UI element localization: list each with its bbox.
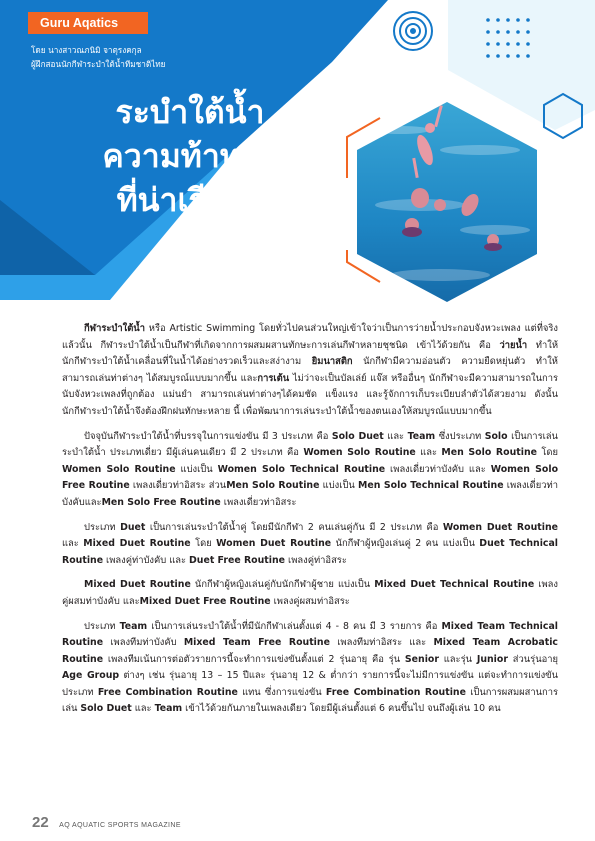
paragraph-1	[62, 321, 558, 421]
author-name: โดย นางสาวณภนิมิ จาตุรงคกุล	[31, 45, 142, 55]
bold-text-run: Men Solo Free Routine	[101, 496, 221, 508]
text-run: ปัจจุบันกีฬาระบำใต้น้ำที่บรรจุในการแข่งขัน มี 3 ประเภท คือ	[84, 430, 332, 442]
grid-dot	[486, 30, 490, 34]
grid-dot	[486, 54, 490, 58]
bold-text-run: Duet Free Routine	[189, 554, 286, 566]
text-run: เพลงทีมท่าอิสระ และ	[329, 637, 434, 649]
bold-text-run: Women Solo Routine	[62, 463, 176, 475]
text-run: และรุ่น	[438, 653, 477, 665]
text-run: เพลงทีมเน้นการต่อตัวรายการนี้จะทำการแข่งขันตั้งแต่ 2 รุ่นอายุ คือ รุ่น	[103, 653, 405, 665]
text-run: ซึ่งประเภท	[435, 430, 485, 442]
grid-dot	[516, 42, 520, 46]
text-run: ไม่ว่าจะเป็นบัลเล่ย์ แจ๊ส หรืออื่นๆ นักกีฬาจะมีความสามารถในการนับจังหวะเพลงที่ถูกต้อง แม่นยำ สามารถเล่นท่าต่างๆได้คมชัด แข็งแรง และรู้จักการเก็บระเบียบลำตัวได้สวยงาม ดังนั้น นักกีฬาระบำใต้น้ำจึงต้องฝึกฝนทักษะหลาย นี้ เพื่อพัฒนาการเล่นระบำใต้น้ำของตนเองให้สมบูรณ์แบบมากขึ้น	[62, 372, 558, 417]
text-run: เป็นการเล่นระบำใต้น้ำ ประเภทเดี่ยว มีผู้เล่นคนเดียว มี 2 ประเภท คือ	[62, 430, 558, 459]
text-run: แบ่งเป็น	[175, 463, 218, 475]
text-run: ส่วนรุ่นอายุ	[507, 653, 558, 665]
paragraph-3	[62, 520, 558, 570]
text-run: เพลงคู่ท่าบังคับ และ	[103, 554, 189, 566]
magazine-name: AQ AQUATIC SPORTS MAGAZINE	[59, 822, 181, 829]
bold-text-run: Team	[154, 703, 183, 715]
grid-dot	[526, 42, 530, 46]
title-line-1: ระบำใต้น้ำ	[115, 93, 265, 131]
grid-dot	[516, 54, 520, 58]
text-run: ประเภท	[84, 521, 121, 533]
bold-text-run: กีฬาระบำใต้น้ำ	[84, 323, 145, 334]
grid-dot	[496, 42, 500, 46]
bold-text-run: Mixed Duet Free Routine	[139, 595, 271, 607]
text-run: และ	[415, 447, 442, 459]
title-line-2: ความท้าทาย	[102, 137, 278, 175]
grid-dot	[486, 42, 490, 46]
grid-dot	[496, 18, 500, 22]
author-role: ผู้ฝึกสอนนักกีฬาระบำใต้น้ำทีมชาติไทย	[31, 59, 166, 69]
text-run: เพลงเดี่ยวท่าบังคับ และ	[385, 463, 491, 475]
grid-dot	[516, 18, 520, 22]
bold-text-run: Team	[407, 430, 436, 442]
bold-text-run: ยิมนาสติก	[311, 356, 353, 368]
text-run: เพลงคู่ผสมท่าบังคับ และ	[62, 579, 559, 607]
text-run: เป็นการเล่นระบำใต้น้ำคู่ โดยมีนักกีฬา 2 คนเล่นคู่กัน มี 2 ประเภท คือ	[145, 521, 443, 533]
text-run: เป็นการผสมผสานการเล่น	[62, 686, 558, 715]
text-run: เพลงเดี่ยวท่าบังคับและ	[62, 480, 558, 508]
bold-text-run: Mixed Duet Routine	[84, 579, 191, 591]
grid-dot	[526, 18, 530, 22]
article-body	[62, 321, 558, 726]
bold-text-run: Women Duet Routine	[442, 521, 558, 533]
text-run: นักกีฬาผู้หญิงเล่นคู่ 2 คน แบ่งเป็น	[331, 538, 480, 550]
grid-dot	[516, 30, 520, 34]
bold-text-run: Solo	[484, 430, 508, 442]
text-run: แบ่งเป็น	[319, 480, 359, 492]
text-run: ประเภท	[84, 620, 120, 632]
article-title	[55, 90, 325, 222]
bold-text-run: การเต้น	[257, 372, 290, 384]
text-run: และ	[383, 430, 408, 442]
grid-dot	[496, 54, 500, 58]
text-run: และ	[62, 538, 84, 550]
grid-dot	[506, 18, 510, 22]
grid-dot	[506, 54, 510, 58]
bold-text-run: ว่ายน้ำ	[499, 339, 528, 351]
text-run: และ	[131, 703, 155, 715]
bold-text-run: Junior	[476, 653, 508, 665]
bold-text-run: Mixed Team Free Routine	[183, 637, 330, 649]
text-run: เพลงเดี่ยวท่าอิสระ ส่วน	[129, 480, 227, 492]
grid-dot	[526, 30, 530, 34]
text-run: Artistic Swimming	[169, 323, 256, 334]
text-run: ทำให้นักกีฬาระบำใต้น้ำเคลื่อนที่ในน้ำได้อย่างรวดเร็วและสง่างาม	[62, 339, 559, 368]
section-tag: Guru Aqatics	[28, 12, 148, 34]
bold-text-run: Mixed Team Acrobatic Routine	[62, 637, 558, 665]
grid-dot	[496, 30, 500, 34]
bold-text-run: Senior	[404, 653, 439, 665]
paragraph-5	[62, 619, 558, 719]
text-run: นักกีฬามีความอ่อนตัว ความยืดหยุ่นตัว ทำให้สามารถเล่นท่าต่างๆ ได้สมบูรณ์แบบมากขึ้น และ	[62, 356, 558, 384]
bold-text-run: Women Solo Routine	[303, 447, 416, 459]
sky-hexagon	[448, 0, 595, 130]
bold-text-run: Men Solo Routine	[441, 447, 537, 459]
bold-text-run: Men Solo Routine	[226, 480, 320, 492]
grid-dot	[486, 18, 490, 22]
text-run: แทน ซึ่งการแข่งขัน	[237, 686, 326, 698]
byline	[31, 43, 165, 71]
text-run: หรือ	[144, 323, 170, 334]
text-run: นักกีฬาผู้หญิงเล่นคู่กับนักกีฬาผู้ชาย แบ่งเป็น	[190, 579, 375, 591]
bold-text-run: Duet	[120, 521, 146, 533]
paragraph-4	[62, 577, 558, 610]
bold-text-run: Free Combination Routine	[325, 686, 466, 698]
text-run: โดยทั่วไปคนส่วนใหญ่เข้าใจว่าเป็นการว่ายน้ำประกอบจังหวะเพลง แต่ที่จริงแล้วนั้น กีฬาระบำใต้น้ำเป็นกีฬาที่เกิดจากการผสมผสานทักษะการเล่นกีฬาหลายชุชนิด เข้าไว้ด้วยกัน คือ	[62, 323, 558, 351]
title-line-3: ที่น่าเรียนรู้	[116, 181, 264, 219]
dot-grid-icon	[486, 18, 530, 58]
paragraph-2	[62, 429, 558, 512]
page-number: 22	[32, 814, 49, 831]
grid-dot	[506, 42, 510, 46]
bold-text-run: Solo Duet	[331, 430, 384, 442]
text-run: เป็นการเล่นระบำใต้น้ำที่มีนักกีฬาเล่นตั้งแต่ 4 - 8 คน มี 3 รายการ คือ	[147, 620, 442, 632]
bold-text-run: Free Combination Routine	[97, 686, 238, 698]
text-run: เข้าไว้ด้วยกันภายในเพลงเดียว โดยมีผู้เล่นตั้งแต่ 6 คนขึ้นไป จนถึงผู้เล่น 10 คน	[182, 703, 501, 715]
text-run: เพลงเดี่ยวท่าอิสระ	[220, 496, 297, 508]
bold-text-run: Men Solo Technical Routine	[358, 480, 504, 492]
text-run: เพลงคู่ผสมท่าอิสระ	[270, 595, 350, 607]
page-footer	[32, 814, 181, 832]
bold-text-run: Mixed Duet Routine	[83, 538, 191, 550]
grid-dot	[506, 30, 510, 34]
text-run: เพลงคู่ท่าอิสระ	[285, 554, 347, 566]
bold-text-run: Duet Technical Routine	[62, 538, 559, 566]
bold-text-run: Mixed Duet Technical Routine	[374, 579, 535, 591]
outline-hexagon-icon	[544, 94, 582, 138]
bold-text-run: Mixed Team Technical Routine	[62, 620, 558, 649]
text-run: ต่างๆ เช่น รุ่นอายุ 13 – 15 ปีและ รุ่นอายุ 12 & ต่ำกว่า รายการนี้จะไม่มีการแข่งขัน แต่จะทำการแข่งขันประเภท	[62, 670, 558, 698]
text-run: เพลงทีมท่าบังคับ	[103, 637, 184, 649]
bold-text-run: Women Solo Free Routine	[62, 463, 559, 492]
grid-dot	[526, 54, 530, 58]
bold-text-run: Solo Duet	[80, 703, 132, 715]
bold-text-run: Women Solo Technical Routine	[217, 463, 386, 475]
bold-text-run: Age Group	[62, 670, 120, 682]
text-run: โดย	[190, 538, 217, 550]
bold-text-run: Women Duet Routine	[216, 538, 332, 550]
text-run: โดย	[537, 447, 558, 459]
bold-text-run: Team	[119, 620, 148, 632]
